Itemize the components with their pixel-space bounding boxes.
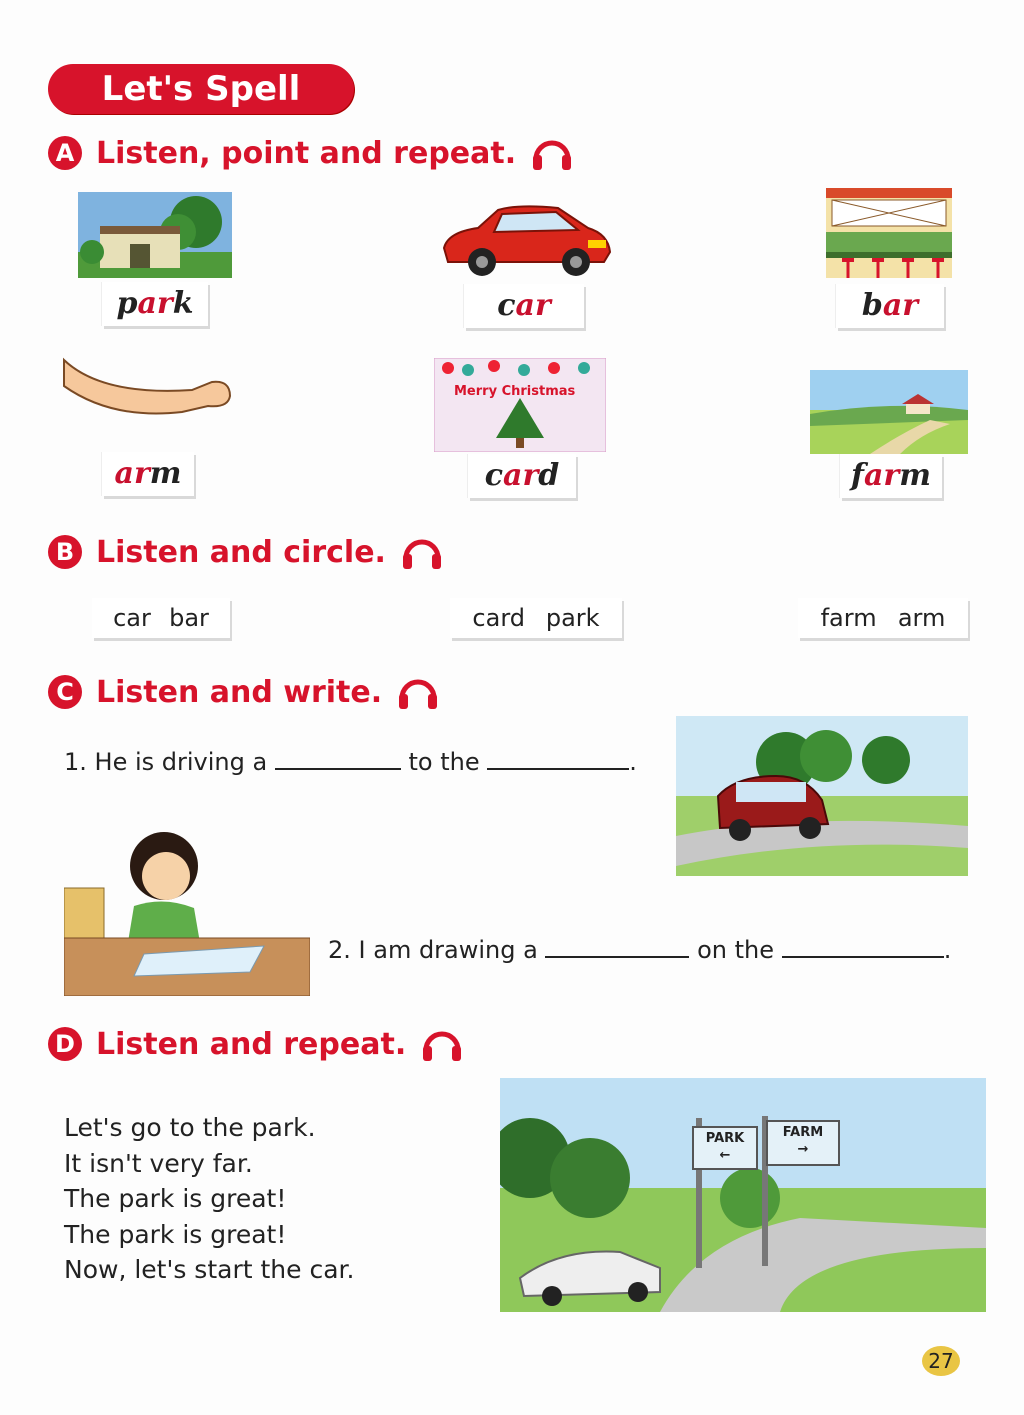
arrow-right-icon: → <box>797 1142 809 1157</box>
farm-sign-label: FARM <box>782 1125 824 1140</box>
road-signs-picture <box>500 1078 986 1312</box>
section-c-header <box>48 674 440 710</box>
section-b-heading: Listen and circle. <box>96 534 386 570</box>
chant-line: It isn't very far. <box>64 1148 253 1178</box>
headphones-icon[interactable] <box>400 534 444 570</box>
choice-box-1 <box>92 598 230 638</box>
word-card-car: car <box>464 284 584 328</box>
choice-word[interactable]: park <box>545 604 600 632</box>
driving-car-picture <box>676 716 968 876</box>
chant-line: The park is great! <box>64 1219 287 1249</box>
word-card-card: card <box>468 454 576 498</box>
chant-text <box>64 1110 354 1288</box>
chant-line: The park is great! <box>64 1184 287 1213</box>
section-d-heading: Listen and repeat. <box>96 1026 407 1062</box>
farm-sign <box>766 1120 840 1166</box>
arm-picture <box>62 356 234 420</box>
answer-blank[interactable] <box>275 746 401 770</box>
answer-blank[interactable] <box>545 934 689 958</box>
section-b-header <box>48 534 444 570</box>
choice-word[interactable]: card <box>472 604 526 632</box>
choice-word[interactable]: arm <box>897 604 946 632</box>
choice-box-2 <box>450 598 622 638</box>
christmas-card-picture <box>434 358 606 452</box>
page-number: 27 <box>922 1346 960 1376</box>
headphones-icon[interactable] <box>420 1026 464 1062</box>
headphones-icon[interactable] <box>396 674 440 710</box>
section-a-badge: A <box>48 136 82 170</box>
choice-word[interactable]: farm <box>820 604 877 632</box>
choice-word[interactable]: bar <box>169 604 209 632</box>
section-b-badge: B <box>48 535 82 569</box>
girl-drawing-picture <box>64 826 310 996</box>
answer-blank[interactable] <box>782 934 944 958</box>
park-sign-label: PARK <box>705 1131 745 1146</box>
section-a-header <box>48 135 574 171</box>
answer-blank[interactable] <box>487 746 629 770</box>
headphones-icon[interactable] <box>530 135 574 171</box>
section-a-heading: Listen, point and repeat. <box>96 135 517 171</box>
sentence-1: 1. He is driving a to the . <box>64 748 637 776</box>
card-greeting: Merry Christmas <box>454 384 576 399</box>
word-card-park: park <box>102 282 208 326</box>
section-c-heading: Listen and write. <box>96 674 383 710</box>
word-card-farm: farm <box>840 454 942 498</box>
choice-box-3 <box>798 598 968 638</box>
section-d-header <box>48 1026 464 1062</box>
chant-line: Let's go to the park. <box>64 1113 316 1142</box>
farm-picture <box>810 370 968 454</box>
arrow-left-icon: ← <box>719 1148 731 1163</box>
section-c-badge: C <box>48 675 82 709</box>
sentence-2: 2. I am drawing a on the . <box>328 936 952 964</box>
word-card-bar: bar <box>836 284 944 328</box>
lesson-title: Let's Spell <box>48 64 354 114</box>
choice-word[interactable]: car <box>113 604 151 632</box>
park-picture <box>78 192 232 278</box>
car-picture <box>438 204 612 278</box>
chant-line: Now, let's start the car. <box>64 1255 355 1284</box>
bar-picture <box>826 188 952 278</box>
park-sign <box>692 1126 758 1170</box>
section-d-badge: D <box>48 1027 82 1061</box>
word-card-arm: arm <box>102 452 194 496</box>
